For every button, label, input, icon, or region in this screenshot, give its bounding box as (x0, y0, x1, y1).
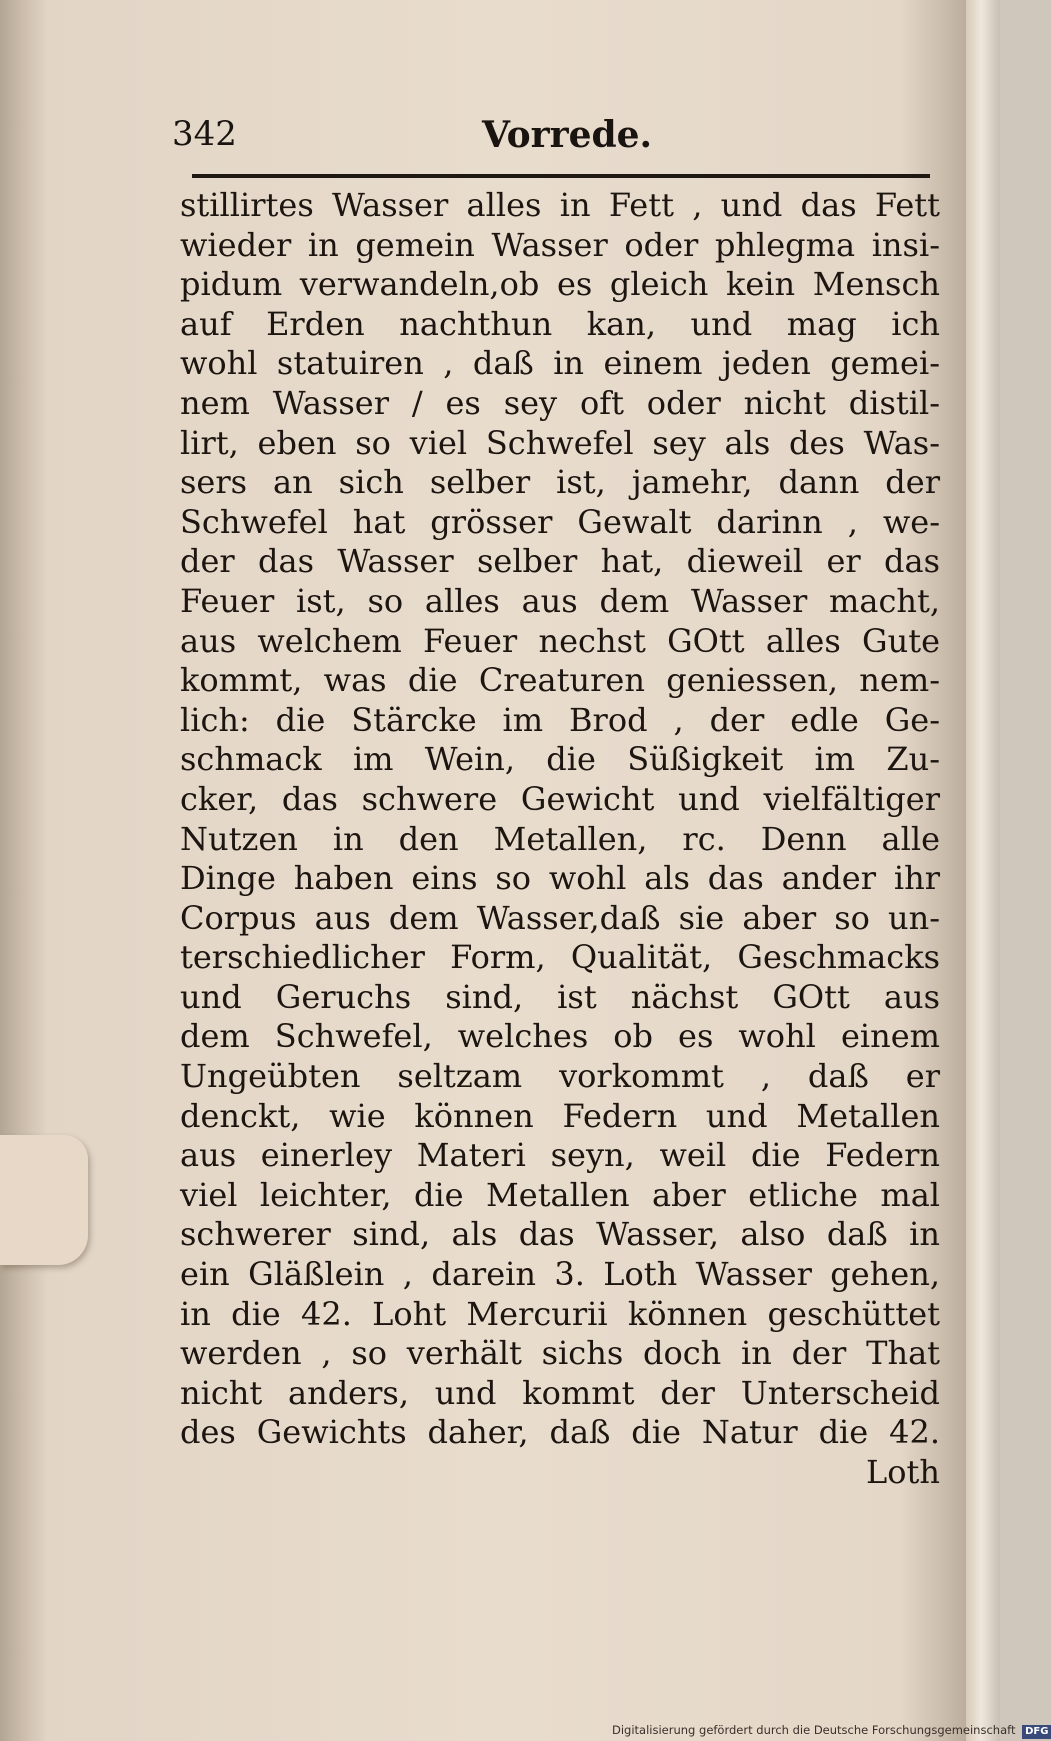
page-number: 342 (172, 114, 237, 154)
text-line: schmack im Wein, die Süßigkeit im Zu- (180, 740, 940, 779)
text-line: cker, das schwere Gewicht und vielfältiger (180, 779, 940, 818)
text-line: viel leichter, die Metallen aber etliche mal (180, 1175, 940, 1214)
text-line: werden , so verhält sichs doch in der That (180, 1334, 940, 1373)
text-line: aus welchem Feuer nechst GOtt alles Gute (180, 621, 940, 660)
page-tab-marker (0, 1135, 88, 1265)
catchword: Loth (866, 1453, 940, 1491)
digitization-credit (612, 1720, 1049, 1741)
text-line: nem Wasser / es sey oft oder nicht distil- (180, 383, 940, 422)
text-line: Dinge haben eins so wohl als das ander ihr (180, 859, 940, 898)
page-edge (966, 0, 1000, 1741)
text-line: ein Gläßlein , darein 3. Loth Wasser gehen, (180, 1255, 940, 1294)
text-line: lich: die Stärcke im Brod , der edle Ge- (180, 700, 940, 739)
text-line: terschiedlicher Form, Qualität, Geschmacks (180, 938, 940, 977)
header-rule (192, 174, 930, 178)
text-line: wohl statuiren , daß in einem jeden gemei- (180, 344, 940, 383)
text-line: und Geruchs sind, ist nächst GOtt aus (180, 977, 940, 1016)
text-line: pidum verwandeln,ob es gleich kein Mensch (180, 265, 940, 304)
text-line: Feuer ist, so alles aus dem Wasser macht, (180, 581, 940, 620)
text-line: der das Wasser selber hat, dieweil er das (180, 542, 940, 581)
text-line: lirt, eben so viel Schwefel sey als des Was- (180, 423, 940, 462)
credit-text: Digitalisierung gefördert durch die Deutsche Forschungsgemeinschaft (612, 1723, 1016, 1737)
text-line: auf Erden nachthun kan, und mag ich (180, 304, 940, 343)
text-line: denckt, wie können Federn und Metallen (180, 1096, 940, 1135)
text-line: Corpus aus dem Wasser,daß sie aber so un- (180, 898, 940, 937)
text-line: wieder in gemein Wasser oder phlegma insi- (180, 225, 940, 264)
text-line: nicht anders, und kommt der Unterscheid (180, 1373, 940, 1412)
text-line: Schwefel hat grösser Gewalt darinn , we- (180, 502, 940, 541)
dfg-logo: DFG (1022, 1725, 1051, 1739)
page-header (172, 114, 932, 174)
text-line: des Gewichts daher, daß die Natur die 42. (180, 1413, 940, 1452)
binding-shadow (0, 0, 48, 1741)
body-text (180, 186, 940, 1493)
text-line: Nutzen in den Metallen, rc. Denn alle (180, 819, 940, 858)
text-line: aus einerley Materi seyn, weil die Federn (180, 1136, 940, 1175)
text-line: in die 42. Loht Mercurii können geschüttet (180, 1294, 940, 1333)
text-line: schwerer sind, als das Wasser, also daß in (180, 1215, 940, 1254)
text-line: sers an sich selber ist, jamehr, dann der (180, 463, 940, 502)
text-line: Ungeübten seltzam vorkommt , daß er (180, 1057, 940, 1096)
text-line: stillirtes Wasser alles in Fett , und das Fett (180, 186, 940, 224)
text-line: kommt, was die Creaturen geniessen, nem- (180, 661, 940, 700)
text-line: dem Schwefel, welches ob es wohl einem (180, 1017, 940, 1056)
running-head: Vorrede. (482, 114, 653, 156)
